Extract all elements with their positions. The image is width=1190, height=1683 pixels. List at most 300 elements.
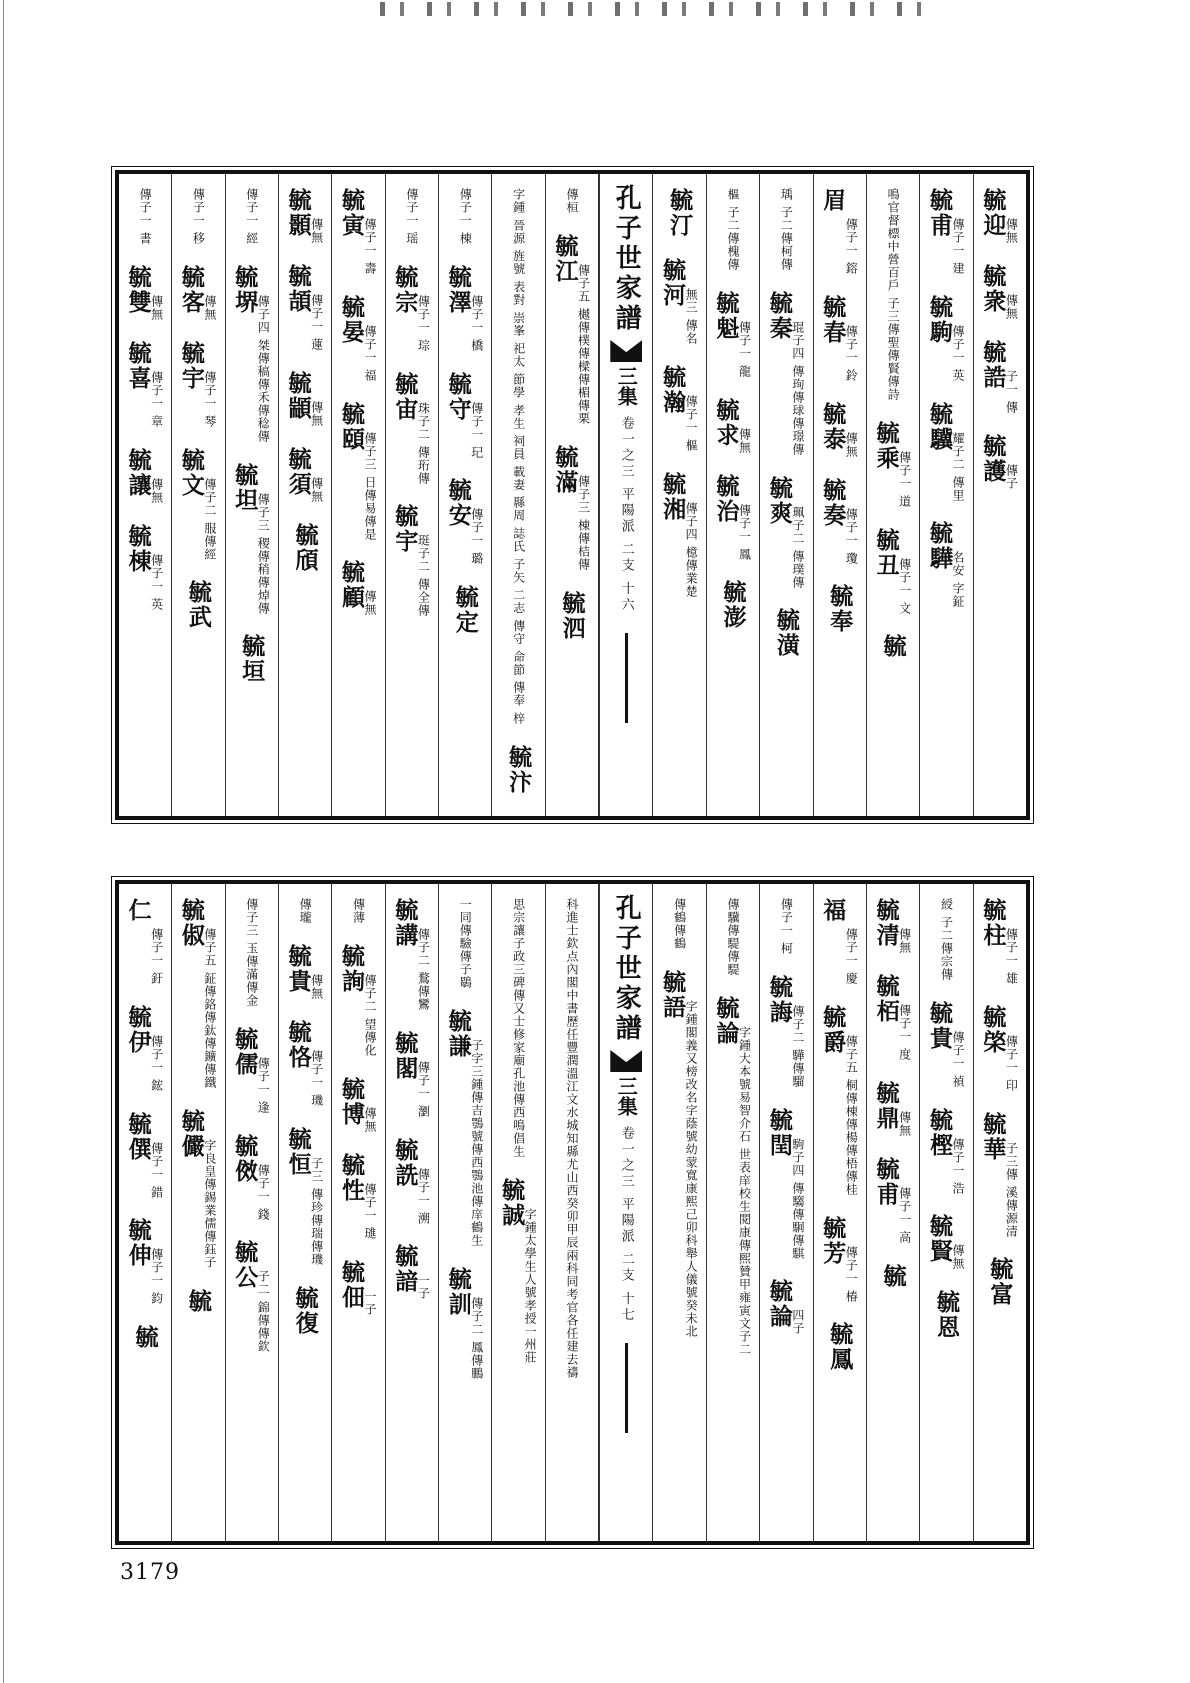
genealogy-entry xyxy=(172,188,224,245)
annotation-note: 傳子二 鶩傳鸞 xyxy=(416,928,431,1011)
annotation-note: 鳴官督標中營百戶 子三傳聖傳賢傳詩 xyxy=(886,188,901,401)
person-name: 毓爽 xyxy=(765,475,793,526)
genealogy-entry xyxy=(279,944,331,1000)
genealogy-entry xyxy=(439,1267,491,1380)
book-spine-column xyxy=(599,884,653,1541)
genealogy-column xyxy=(814,174,867,816)
genealogy-entry xyxy=(920,402,972,502)
genealogy-column xyxy=(760,174,813,816)
annotation-note: 珠子二 傳珩傳 xyxy=(416,401,431,485)
person-name: 毓滿 xyxy=(551,444,579,495)
genealogy-entry xyxy=(920,898,972,981)
annotation-note: 傳子一 印 xyxy=(1004,1034,1019,1092)
genealogy-entry xyxy=(867,421,919,508)
annotation-note: 思宗讓子政三碑傳又士修家廟孔池傳西鳴倡生 xyxy=(511,898,526,1158)
person-name: 毓 xyxy=(131,1325,159,1351)
genealogy-entry xyxy=(172,580,224,630)
annotation-note: 傳子一 鈞 xyxy=(149,1248,164,1306)
person-name: 毓貴 xyxy=(284,944,312,994)
person-name: 毓文 xyxy=(177,447,205,498)
person-name: 毓治 xyxy=(712,473,740,524)
genealogy-entry xyxy=(439,898,491,989)
genealogy-entry xyxy=(332,1077,384,1133)
genealogy-column xyxy=(386,884,439,1541)
person-name: 毓 xyxy=(879,634,907,660)
person-name: 毓奉 xyxy=(826,584,854,635)
genealogy-entry xyxy=(439,478,491,565)
genealogy-entry xyxy=(814,1005,866,1196)
person-name: 毓宇 xyxy=(391,504,419,555)
genealogy-entry xyxy=(439,188,491,245)
person-name: 毓泰 xyxy=(819,401,847,452)
annotation-note: 傳無 xyxy=(844,431,859,458)
annotation-note: 名安 字鉦 xyxy=(950,551,965,609)
annotation-note: 傳無 xyxy=(309,974,324,1000)
person-name: 毓富 xyxy=(986,1257,1014,1308)
annotation-note: 傳無 xyxy=(309,476,324,503)
person-name: 仁 xyxy=(124,898,152,923)
genealogy-entry xyxy=(172,1289,224,1314)
genealogy-entry xyxy=(226,1134,278,1221)
person-name: 毓恪 xyxy=(284,1020,312,1070)
annotation-note: 子一 傳 xyxy=(1004,370,1019,414)
book-title: 孔子世家譜 xyxy=(611,894,642,1044)
genealogy-entry xyxy=(760,291,812,456)
person-name: 毓顧 xyxy=(338,560,365,611)
genealogy-entry xyxy=(386,188,438,245)
genealogy-entry xyxy=(653,258,705,345)
person-name: 毓衆 xyxy=(979,264,1007,314)
annotation-note: 傳無 xyxy=(309,218,324,244)
genealogy-entry xyxy=(920,1001,972,1088)
genealogy-entry xyxy=(760,1279,812,1335)
person-name: 毓佃 xyxy=(338,1259,365,1310)
genealogy-entry xyxy=(707,898,759,976)
annotation-note: 字鍾閣義又榜改名字蔭號幼蒙寬康熙己卯科舉人儀號癸未北 xyxy=(684,1000,699,1338)
annotation-note: 傳驥傳騠傳騠 xyxy=(726,898,741,976)
fishtail-mark xyxy=(610,1050,642,1072)
genealogy-column xyxy=(546,884,599,1541)
genealogy-panel-top xyxy=(115,170,1030,820)
annotation-note: 傳子五 樾傳樸傳樑傳楣傳栗 xyxy=(576,264,591,425)
genealogy-entry xyxy=(760,898,812,955)
genealogy-entry xyxy=(279,898,331,924)
person-name: 毓安 xyxy=(444,478,472,529)
genealogy-entry xyxy=(707,291,759,378)
genealogy-entry xyxy=(546,591,598,641)
annotation-note: 傳子二 鳳傳鵬 xyxy=(469,1297,484,1380)
volume-label: 卷一之三 平陽派 二支 十六 xyxy=(618,416,634,614)
genealogy-column xyxy=(119,884,172,1541)
annotation-note: 珮子二 傳璞傳 xyxy=(790,505,805,589)
genealogy-entry xyxy=(439,265,491,352)
annotation-note: 傳子二 驊傳騮 xyxy=(790,1004,805,1088)
annotation-note: 傳子一 英 xyxy=(950,324,965,382)
person-name: 毓語 xyxy=(659,970,687,1020)
person-name: 毓汀 xyxy=(666,188,694,238)
genealogy-entry xyxy=(119,341,171,428)
annotation-note: 傳子一 雄 xyxy=(1004,928,1019,985)
person-name: 毓奏 xyxy=(819,477,847,528)
genealogy-column xyxy=(226,174,279,816)
person-name: 毓丑 xyxy=(872,527,900,578)
genealogy-column xyxy=(332,884,385,1541)
annotation-note: 傳子一 璡 xyxy=(363,1182,377,1240)
person-name: 毓伊 xyxy=(124,1004,152,1055)
person-name: 毓公 xyxy=(231,1240,259,1291)
annotation-note: 傳子一 壽 xyxy=(363,218,377,275)
genealogy-entry xyxy=(920,1214,972,1270)
person-name: 毓閣 xyxy=(391,1030,419,1081)
annotation-note: 子字三鍾傳吉鶚號傳西鶚池傳庠鶴生 xyxy=(469,1039,484,1247)
person-name: 毓泗 xyxy=(558,590,586,641)
genealogy-column xyxy=(867,884,920,1541)
genealogy-column xyxy=(439,174,492,816)
genealogy-entry xyxy=(279,1020,331,1107)
genealogy-entry xyxy=(332,188,384,275)
book-title: 孔子世家譜 xyxy=(611,184,642,334)
annotation-note: 傳桓 xyxy=(564,188,579,214)
person-name: 毓坦 xyxy=(231,462,259,513)
person-name: 毓儼 xyxy=(177,1108,205,1159)
spine-rule xyxy=(625,1343,628,1433)
person-name: 毓河 xyxy=(659,258,687,308)
volume-label: 卷一之三 平陽派 二支 十七 xyxy=(618,1126,634,1324)
genealogy-entry xyxy=(119,1325,171,1350)
annotation-note: 一子 xyxy=(363,1289,377,1316)
genealogy-entry xyxy=(332,560,384,616)
genealogy-column xyxy=(867,174,920,816)
person-name: 毓宗 xyxy=(391,264,419,315)
genealogy-column xyxy=(814,884,867,1541)
genealogy-entry xyxy=(974,1005,1026,1092)
person-name: 毓須 xyxy=(284,446,312,497)
genealogy-entry xyxy=(279,447,331,503)
genealogy-column xyxy=(920,884,973,1541)
person-name: 毓僎 xyxy=(124,1111,152,1162)
person-name: 毓儒 xyxy=(231,1026,259,1077)
annotation-note: 傳子一 瑶 xyxy=(404,188,419,245)
annotation-note: 傳無 xyxy=(737,427,752,454)
genealogy-entry xyxy=(226,1240,278,1353)
person-name: 毓諳 xyxy=(391,1244,419,1295)
annotation-note: 傳子一 建 xyxy=(950,218,965,275)
annotation-note: 傳子一 龍 xyxy=(737,320,752,378)
genealogy-entry xyxy=(760,608,812,658)
person-name: 毓詵 xyxy=(391,1137,419,1188)
annotation-note: 傳子五 桐傳棟傳楊傳梧傳桂 xyxy=(844,1034,859,1196)
panel-bottom-columns xyxy=(119,884,1026,1541)
genealogy-column xyxy=(920,174,973,816)
annotation-note: 傳子四 檍傳業楚 xyxy=(684,501,699,598)
genealogy-entry xyxy=(119,1218,171,1305)
person-name: 毓栢 xyxy=(872,974,900,1024)
genealogy-column xyxy=(760,884,813,1541)
person-name: 毓柱 xyxy=(979,898,1007,948)
person-name: 福 xyxy=(819,898,847,923)
genealogy-column xyxy=(974,884,1026,1541)
person-name: 毓樫 xyxy=(925,1107,953,1158)
annotation-note: 傳子三 稷傳稍傳焯傳 xyxy=(256,492,271,615)
genealogy-entry xyxy=(814,478,866,565)
person-name: 毓性 xyxy=(338,1152,365,1203)
annotation-note: 傳子一 文 xyxy=(897,557,912,615)
annotation-note: 珽子二 傳全傳 xyxy=(416,534,431,618)
genealogy-column xyxy=(439,884,492,1541)
annotation-note: 樞 子二傳槐傳 xyxy=(726,188,741,271)
annotation-note: 傳子 xyxy=(1004,463,1019,490)
genealogy-column xyxy=(546,174,599,816)
annotation-note: 傳子一 高 xyxy=(897,1186,912,1244)
genealogy-entry xyxy=(332,402,384,541)
genealogy-column xyxy=(492,884,545,1541)
person-name: 毓守 xyxy=(444,371,472,422)
person-name: 毓江 xyxy=(551,234,579,284)
annotation-note: 子三 傳珍傳瑞傳璣 xyxy=(309,1156,324,1266)
person-name: 毓護 xyxy=(979,433,1007,484)
genealogy-entry xyxy=(653,970,705,1338)
person-name: 毓宙 xyxy=(391,371,419,422)
annotation-note: 子三傳 溪傳源清 xyxy=(1004,1141,1019,1238)
genealogy-entry xyxy=(386,504,438,617)
genealogy-column xyxy=(119,174,172,816)
annotation-note: 傳子一 瀏 xyxy=(416,1060,431,1118)
genealogy-entry xyxy=(386,1244,438,1300)
person-name: 毓爵 xyxy=(819,1004,847,1055)
genealogy-entry xyxy=(279,188,331,244)
genealogy-entry xyxy=(172,1109,224,1269)
annotation-note: 傳子一 英 xyxy=(149,553,164,611)
genealogy-entry xyxy=(867,634,919,659)
genealogy-entry xyxy=(814,898,866,985)
genealogy-entry xyxy=(974,188,1026,244)
person-name: 毓棟 xyxy=(124,523,152,574)
person-name: 毓伸 xyxy=(124,1218,152,1269)
genealogy-column xyxy=(653,884,706,1541)
genealogy-entry xyxy=(867,1157,919,1244)
genealogy-entry xyxy=(226,265,278,443)
genealogy-entry xyxy=(386,1031,438,1118)
annotation-note: 傳無 xyxy=(149,477,164,504)
annotation-note: 傳無 xyxy=(950,1244,965,1271)
genealogy-entry xyxy=(760,1108,812,1260)
person-name: 毓復 xyxy=(291,1285,319,1336)
genealogy-entry xyxy=(439,1009,491,1247)
genealogy-entry xyxy=(279,264,331,351)
genealogy-entry xyxy=(974,340,1026,414)
genealogy-entry xyxy=(653,365,705,452)
person-name: 毓俶 xyxy=(177,898,205,948)
annotation-note: 傳子一 溯 xyxy=(416,1167,431,1225)
genealogy-entry xyxy=(226,898,278,1007)
person-name: 毓澤 xyxy=(444,264,472,315)
genealogy-entry xyxy=(707,996,759,1356)
genealogy-column xyxy=(279,174,332,816)
annotation-note: 無三 傳名 xyxy=(684,288,699,345)
genealogy-entry xyxy=(279,371,331,427)
annotation-note: 傳子一 章 xyxy=(149,370,164,428)
person-name: 毓甫 xyxy=(925,188,953,238)
annotation-note: 傳無 xyxy=(363,590,377,617)
annotation-note: 傳子一 璣 xyxy=(309,1050,324,1107)
genealogy-entry xyxy=(867,974,919,1061)
scan-edge-rule xyxy=(3,0,4,1683)
annotation-note: 傳無 xyxy=(897,1110,912,1137)
annotation-note: 傳子一 棟 xyxy=(458,188,473,245)
genealogy-entry xyxy=(546,188,598,214)
genealogy-entry xyxy=(814,584,866,634)
annotation-note: 傳薄 xyxy=(351,898,366,924)
genealogy-entry xyxy=(279,1127,331,1266)
annotation-note: 一同傳驗傳子鶡 xyxy=(458,898,473,989)
person-name: 毓垣 xyxy=(238,634,266,685)
annotation-note: 傳無 xyxy=(897,928,912,954)
genealogy-column xyxy=(279,884,332,1541)
person-name: 毓客 xyxy=(177,264,205,315)
annotation-note: 傳子一 道 xyxy=(897,450,912,508)
annotation-note: 傳子一 錢 xyxy=(256,1163,271,1221)
person-name: 毓誠 xyxy=(498,1178,526,1228)
genealogy-entry xyxy=(707,188,759,271)
genealogy-entry xyxy=(332,1260,384,1316)
annotation-note: 傳子一 錯 xyxy=(149,1141,164,1199)
genealogy-entry xyxy=(332,898,384,924)
annotation-note: 傳子一 逢 xyxy=(256,1056,271,1114)
genealogy-entry xyxy=(920,1290,972,1340)
person-name: 毓駒 xyxy=(925,294,953,345)
person-name: 毓雙 xyxy=(124,264,152,315)
annotation-note: 傳子一 移 xyxy=(191,188,206,245)
genealogy-entry xyxy=(867,898,919,954)
genealogy-entry xyxy=(386,1138,438,1225)
genealogy-column xyxy=(386,174,439,816)
person-name: 毓汴 xyxy=(505,744,533,795)
spine-rule xyxy=(625,633,628,723)
annotation-note: 傳無 xyxy=(149,294,164,321)
genealogy-column xyxy=(653,174,706,816)
annotation-note: 子二 錦傳傳欽 xyxy=(256,1270,271,1354)
person-name: 毓頡 xyxy=(284,264,312,314)
genealogy-entry xyxy=(119,898,171,985)
annotation-note: 傳子三 棟傳桔傳 xyxy=(576,474,591,571)
panel-top-columns xyxy=(119,174,1026,816)
annotation-note: 傳瓏 xyxy=(298,898,313,924)
genealogy-entry xyxy=(814,295,866,382)
annotation-note: 字鍾太學生人號孝授一州莊 xyxy=(523,1208,538,1364)
person-name: 毓清 xyxy=(872,898,900,948)
annotation-note: 傳子一 書 xyxy=(138,188,153,245)
genealogy-entry xyxy=(386,265,438,352)
genealogy-entry xyxy=(546,898,598,1379)
person-name: 毓晏 xyxy=(338,294,365,345)
genealogy-entry xyxy=(439,372,491,459)
annotation-note: 傳子五 鉦傳鉻傳鈦傳鑛傳鐵 xyxy=(202,928,217,1089)
annotation-note: 琨子四 傳珣傳球傳璟傳 xyxy=(790,320,805,456)
annotation-note: 傳子四 桀傳稿傳禾傳稔傳 xyxy=(256,294,271,443)
person-name: 毓甫 xyxy=(872,1156,900,1207)
person-name: 毓傚 xyxy=(231,1133,259,1184)
annotation-note: 傳子一 椿 xyxy=(844,1245,859,1303)
genealogy-entry xyxy=(707,474,759,561)
person-name: 毓驊 xyxy=(925,521,953,572)
genealogy-entry xyxy=(439,585,491,635)
genealogy-entry xyxy=(707,398,759,454)
person-name: 毓求 xyxy=(712,397,740,448)
person-name: 毓芳 xyxy=(819,1215,847,1266)
genealogy-entry xyxy=(492,188,544,725)
genealogy-entry xyxy=(279,523,331,573)
person-name: 毓喜 xyxy=(124,340,152,391)
genealogy-entry xyxy=(279,1286,331,1336)
genealogy-entry xyxy=(332,1153,384,1240)
annotation-note: 一子 xyxy=(416,1274,431,1301)
annotation-note: 傳子一 樞 xyxy=(684,394,699,452)
person-name: 毓華 xyxy=(979,1111,1007,1162)
genealogy-entry xyxy=(974,1112,1026,1238)
person-name: 毓閏 xyxy=(765,1107,793,1158)
genealogy-entry xyxy=(492,898,544,1158)
person-name: 毓詢 xyxy=(338,944,365,994)
person-name: 毓論 xyxy=(765,1279,793,1330)
annotation-note: 傳子一 橋 xyxy=(469,294,484,352)
annotation-note: 傳子一 鳳 xyxy=(737,503,752,561)
genealogy-entry xyxy=(119,265,171,321)
genealogy-entry xyxy=(867,1264,919,1289)
genealogy-entry xyxy=(760,975,812,1088)
person-name: 毓定 xyxy=(451,585,479,636)
person-name: 毓訓 xyxy=(444,1267,472,1317)
person-name: 毓 xyxy=(879,1263,907,1289)
genealogy-entry xyxy=(492,1178,544,1364)
person-name: 毓潢 xyxy=(772,608,800,659)
annotation-note: 傳子二 望傳化 xyxy=(363,974,377,1057)
collection-label: 三集 xyxy=(614,366,639,406)
annotation-note: 傳無 xyxy=(202,294,217,321)
genealogy-entry xyxy=(814,402,866,458)
annotation-note: 傳無 xyxy=(309,400,324,427)
genealogy-entry xyxy=(546,234,598,425)
genealogy-entry xyxy=(492,745,544,795)
genealogy-entry xyxy=(653,188,705,238)
annotation-note: 傳子一 鎔 xyxy=(844,218,859,275)
previous-page-bleed xyxy=(380,2,940,16)
annotation-note: 傳子一 瓊 xyxy=(844,507,859,565)
genealogy-column xyxy=(172,884,225,1541)
annotation-note: 字鍾 晉源 旌號 表對 崇峯 祀太 節學 孝生 祠員 載妻 縣周 誌氏 子矢 二志 傳守 命節 傳奉 梓 xyxy=(511,188,526,725)
annotation-note: 字鍾大本號易智介石 世表庠校生閱康傳熙贊甲雍寅文子二 xyxy=(737,1026,752,1356)
genealogy-entry xyxy=(119,448,171,504)
genealogy-entry xyxy=(974,898,1026,985)
person-name: 毓鼎 xyxy=(872,1080,900,1131)
annotation-note: 傳無 xyxy=(1004,218,1019,244)
annotation-note: 傳子一 琮 xyxy=(416,294,431,352)
person-name: 毓寅 xyxy=(338,188,365,238)
genealogy-column xyxy=(172,174,225,816)
person-name: 毓宇 xyxy=(177,340,205,391)
genealogy-entry xyxy=(867,188,919,401)
person-name: 毓秦 xyxy=(765,290,793,341)
person-name: 毓魁 xyxy=(712,290,740,341)
annotation-note: 傳子一 玘 xyxy=(469,401,484,459)
genealogy-entry xyxy=(546,445,598,571)
annotation-note: 傳子一 慶 xyxy=(844,928,859,985)
annotation-note: 傳子一 柯 xyxy=(779,898,794,955)
genealogy-entry xyxy=(760,476,812,589)
person-name: 毓瀚 xyxy=(659,364,687,415)
genealogy-entry xyxy=(867,528,919,615)
genealogy-entry xyxy=(119,524,171,611)
genealogy-entry xyxy=(119,188,171,245)
